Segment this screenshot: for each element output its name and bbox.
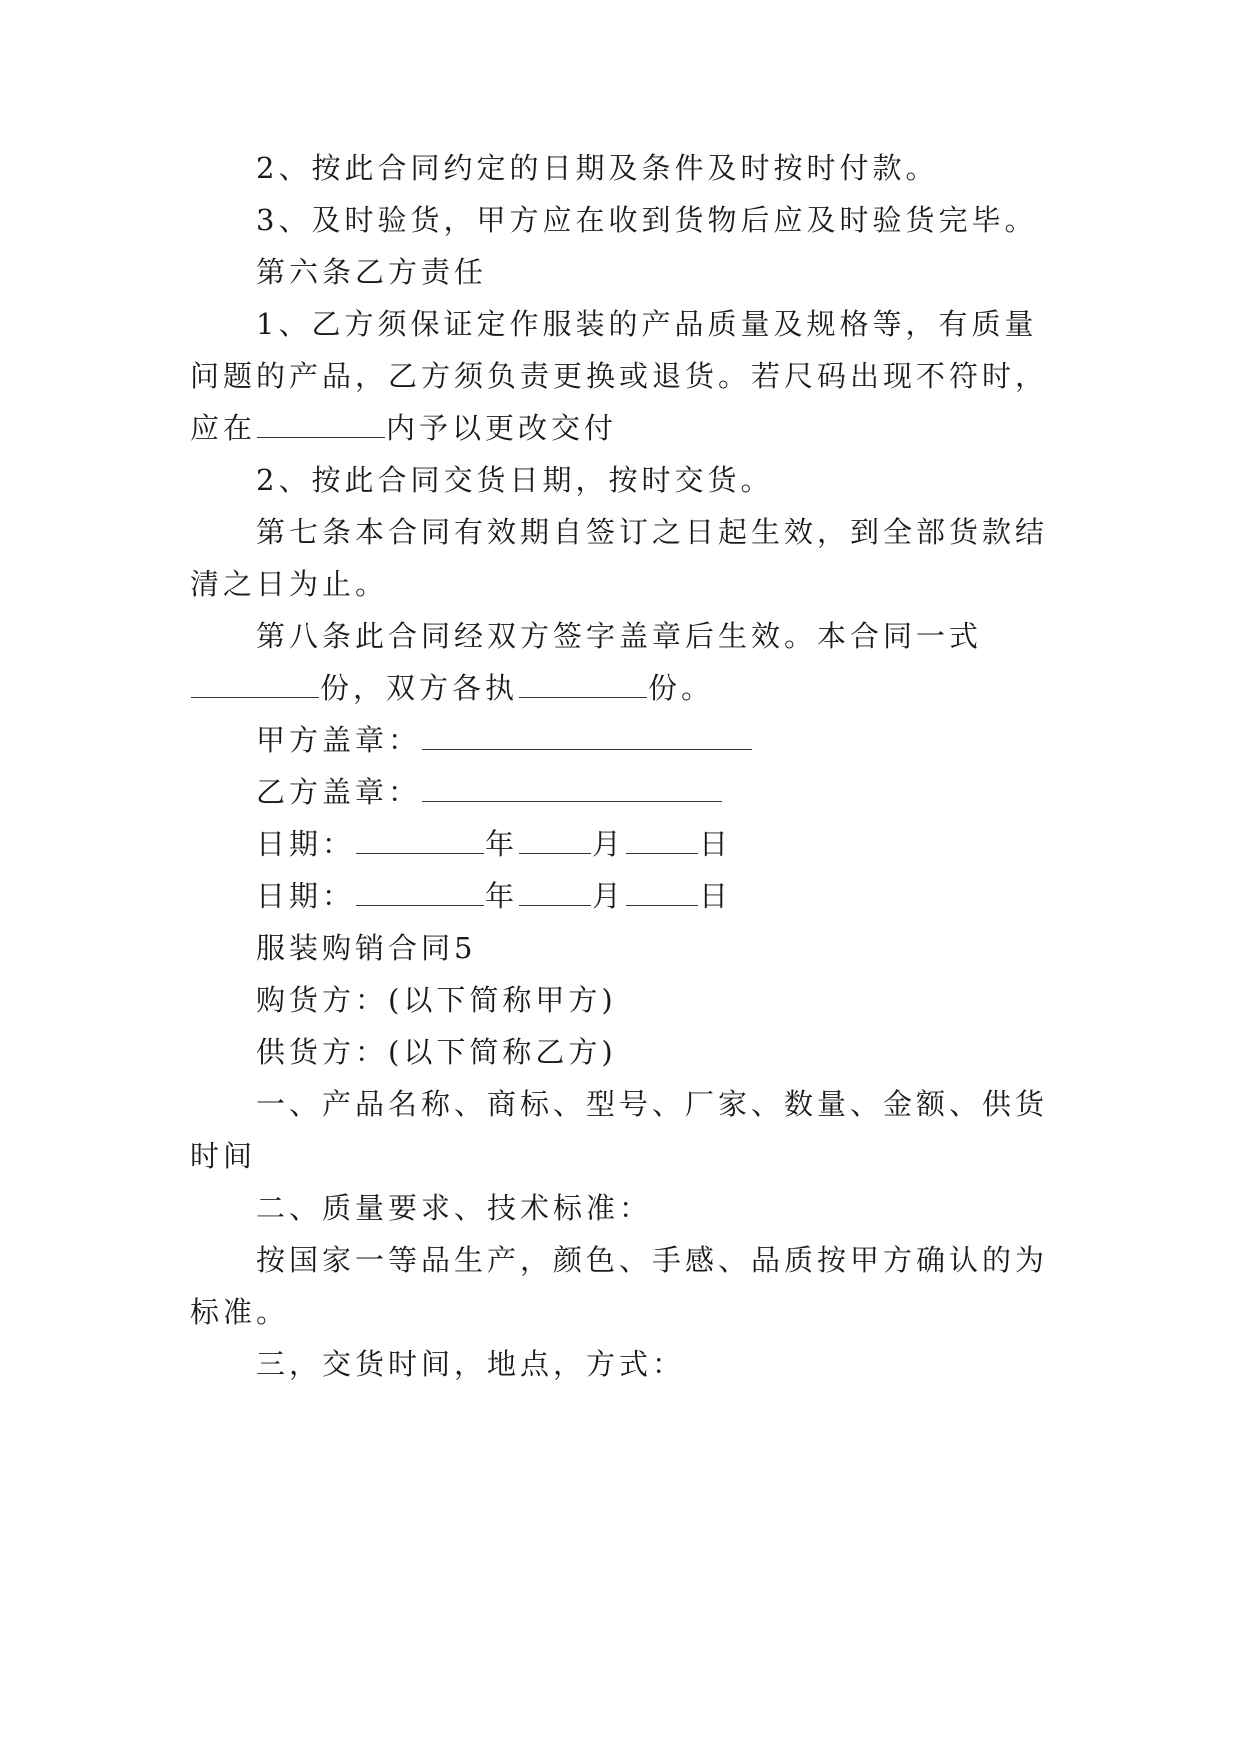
blank-field-deadline <box>257 407 385 438</box>
section-heading-1: 一、产品名称、商标、型号、厂家、数量、金额、供货 <box>256 1087 1049 1121</box>
blank-field-seal-a <box>422 719 752 750</box>
paragraph-line: 时间 <box>190 1139 257 1173</box>
date-line-a: 日期： 年 月 日 <box>256 820 1070 868</box>
paragraph-line: 应在 内予以更改交付 <box>190 404 1070 452</box>
buyer-line: 购货方：(以下简称甲方) <box>256 983 617 1017</box>
blank-field-month <box>519 823 591 854</box>
blank-field-day <box>626 875 698 906</box>
paragraph-line: 清之日为止。 <box>190 567 389 601</box>
blank-field-seal-b <box>422 771 722 802</box>
paragraph-line: 2、按此合同交货日期，按时交货。 <box>256 463 774 497</box>
supplier-line: 供货方：(以下简称乙方) <box>256 1035 617 1069</box>
clause-item-2-payment: 2、按此合同约定的日期及条件及时按时付款。 <box>256 151 939 185</box>
section-heading-article-7: 第七条本合同有效期自签订之日起生效，到全部货款结 <box>256 515 1049 549</box>
blank-field-month <box>519 875 591 906</box>
section-heading-article-6: 第六条乙方责任 <box>256 255 488 289</box>
paragraph-line: 标准。 <box>190 1295 290 1329</box>
blank-field-copies-each <box>519 667 647 698</box>
contract-title: 服装购销合同5 <box>256 931 477 965</box>
blank-field-day <box>626 823 698 854</box>
clause-item-3-inspection: 3、及时验货，甲方应在收到货物后应及时验货完毕。 <box>256 203 1038 237</box>
date-line-b: 日期： 年 月 日 <box>256 872 1070 920</box>
blank-field-year <box>356 823 484 854</box>
paragraph-line: 问题的产品，乙方须负责更换或退货。若尺码出现不符时， <box>190 359 1049 393</box>
paragraph-line: 按国家一等品生产，颜色、手感、品质按甲方确认的为 <box>256 1243 1049 1277</box>
paragraph-line: 份，双方各执 份。 <box>190 664 1070 712</box>
signature-party-a: 甲方盖章： <box>256 716 1070 764</box>
blank-field-year <box>356 875 484 906</box>
section-heading-article-8: 第八条此合同经双方签字盖章后生效。本合同一式 <box>256 619 983 653</box>
section-heading-2: 二、质量要求、技术标准： <box>256 1191 653 1225</box>
paragraph-line: 1、乙方须保证定作服装的产品质量及规格等，有质量 <box>256 307 1038 341</box>
section-heading-3: 三，交货时间，地点，方式： <box>256 1347 686 1381</box>
signature-party-b: 乙方盖章： <box>256 768 1070 816</box>
blank-field-copies-total <box>191 667 319 698</box>
